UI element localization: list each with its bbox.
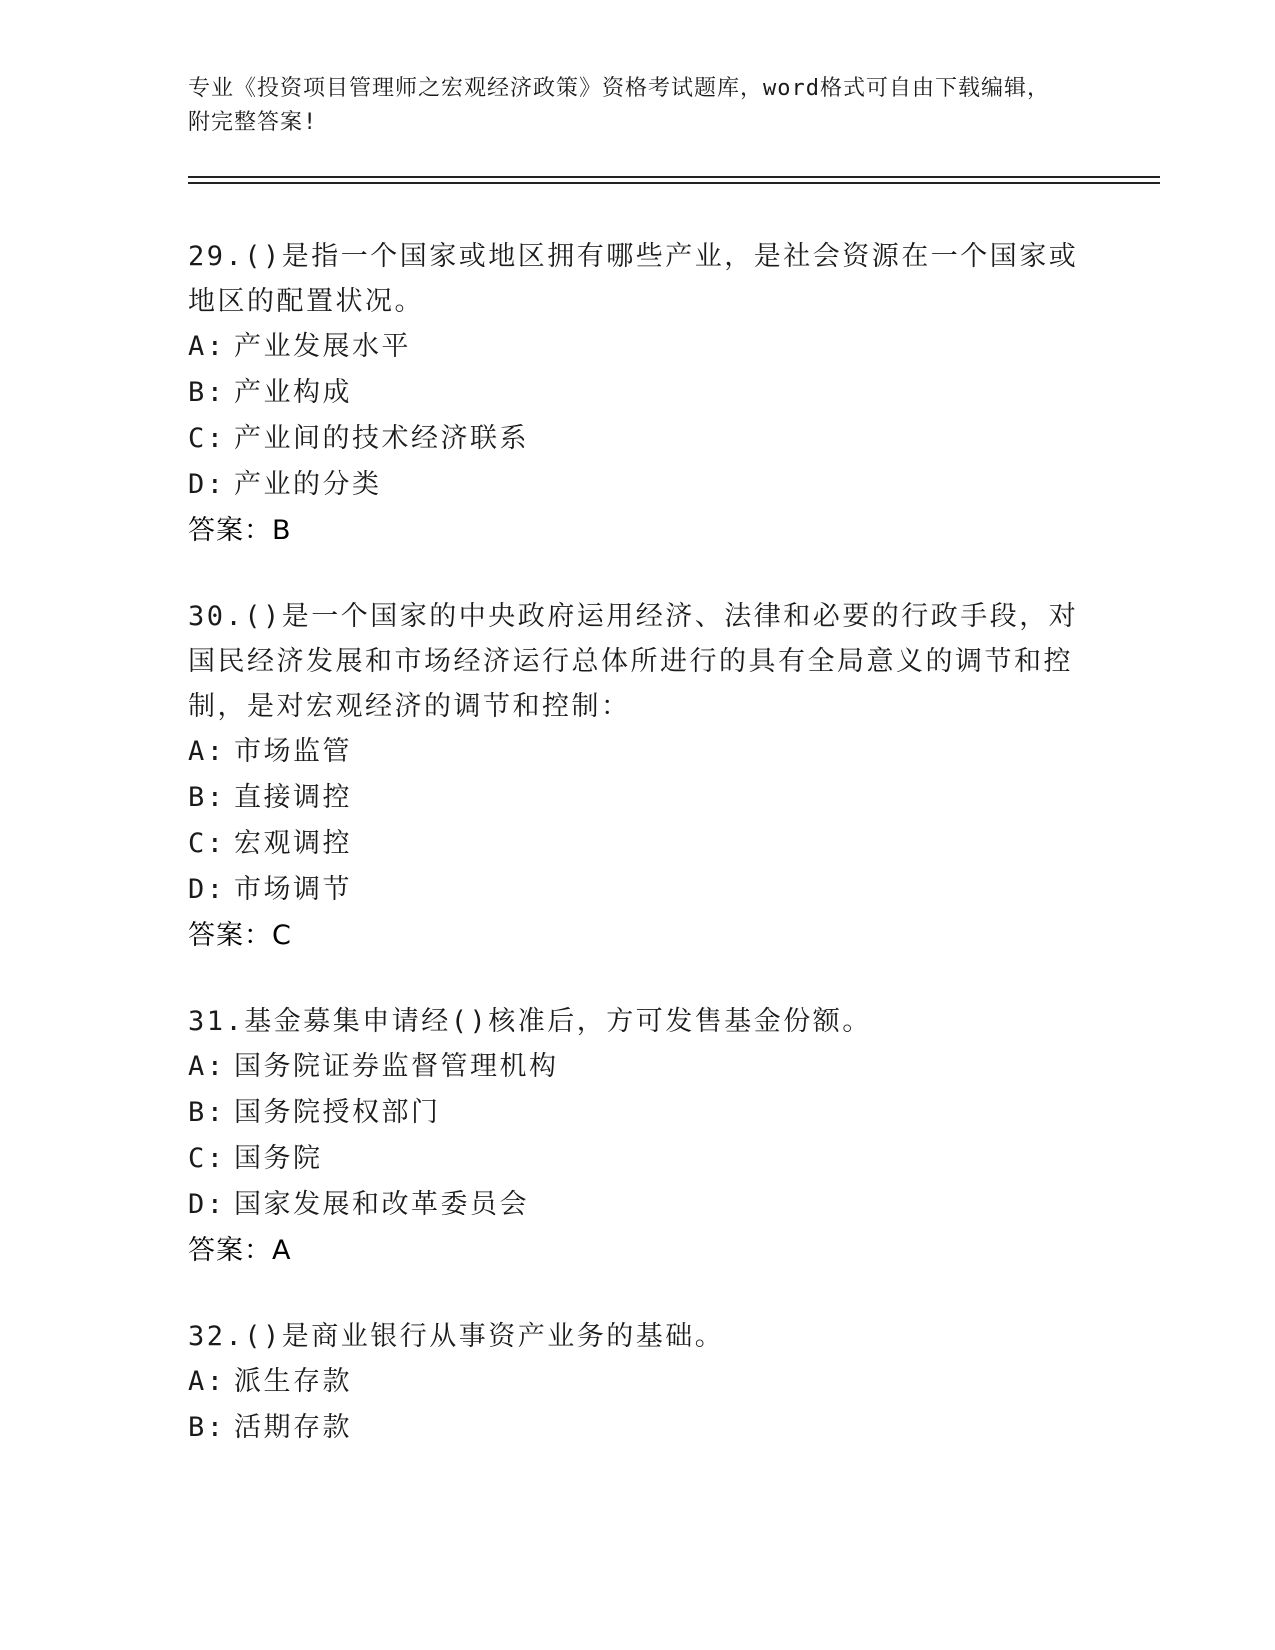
document-intro: 专业《投资项目管理师之宏观经济政策》资格考试题库，word格式可自由下载编辑，附完整答案!: [188, 76, 1050, 135]
answer-line: 答案：B: [188, 515, 292, 546]
option-a: [188, 324, 1088, 370]
option-c: [188, 1136, 1088, 1182]
question-stem: 32.()是商业银行从事资产业务的基础。: [188, 1321, 725, 1352]
option-key: B:: [188, 377, 226, 408]
option-key: D:: [188, 1189, 226, 1220]
option-key: D:: [188, 874, 226, 905]
option-b: [188, 1405, 1088, 1451]
question-31: [188, 999, 1088, 1274]
option-key: D:: [188, 469, 226, 500]
option-d: [188, 867, 1088, 913]
question-stem: 29.()是指一个国家或地区拥有哪些产业，是社会资源在一个国家或地区的配置状况。: [188, 241, 1079, 317]
option-d: [188, 462, 1088, 508]
option-c: [188, 821, 1088, 867]
option-text: 产业发展水平: [234, 331, 411, 362]
option-text: 市场调节: [234, 874, 352, 905]
option-a: [188, 729, 1088, 775]
option-text: 派生存款: [234, 1366, 352, 1397]
option-b: [188, 370, 1088, 416]
option-key: C:: [188, 828, 226, 859]
option-key: B:: [188, 1097, 226, 1128]
question-32: [188, 1314, 1088, 1451]
question-30: [188, 594, 1088, 959]
answer-line: 答案：C: [188, 920, 292, 951]
header-divider-top: [188, 176, 1160, 178]
option-a: [188, 1359, 1088, 1405]
option-text: 直接调控: [234, 782, 352, 813]
question-stem: 30.()是一个国家的中央政府运用经济、法律和必要的行政手段，对国民经济发展和市场经济运行总体所进行的具有全局意义的调节和控制，是对宏观经济的调节和控制：: [188, 601, 1079, 722]
option-key: A:: [188, 1051, 226, 1082]
option-text: 活期存款: [234, 1412, 352, 1443]
question-stem: 31.基金募集申请经()核准后，方可发售基金份额。: [188, 1006, 872, 1037]
option-b: [188, 775, 1088, 821]
option-c: [188, 416, 1088, 462]
option-text: 产业的分类: [234, 469, 382, 500]
option-key: C:: [188, 1143, 226, 1174]
option-key: B:: [188, 782, 226, 813]
option-key: A:: [188, 1366, 226, 1397]
option-text: 产业间的技术经济联系: [234, 423, 529, 454]
answer-line: 答案：A: [188, 1235, 292, 1266]
option-key: C:: [188, 423, 226, 454]
option-key: A:: [188, 736, 226, 767]
option-key: A:: [188, 331, 226, 362]
option-text: 国务院: [234, 1143, 323, 1174]
question-29: [188, 234, 1088, 554]
question-list: [188, 234, 1088, 1491]
option-b: [188, 1090, 1088, 1136]
option-text: 市场监管: [234, 736, 352, 767]
option-text: 宏观调控: [234, 828, 352, 859]
option-text: 产业构成: [234, 377, 352, 408]
option-text: 国务院授权部门: [234, 1097, 441, 1128]
header-divider-bottom: [188, 182, 1160, 184]
option-d: [188, 1182, 1088, 1228]
option-text: 国务院证券监督管理机构: [234, 1051, 559, 1082]
option-a: [188, 1044, 1088, 1090]
option-key: B:: [188, 1412, 226, 1443]
option-text: 国家发展和改革委员会: [234, 1189, 529, 1220]
